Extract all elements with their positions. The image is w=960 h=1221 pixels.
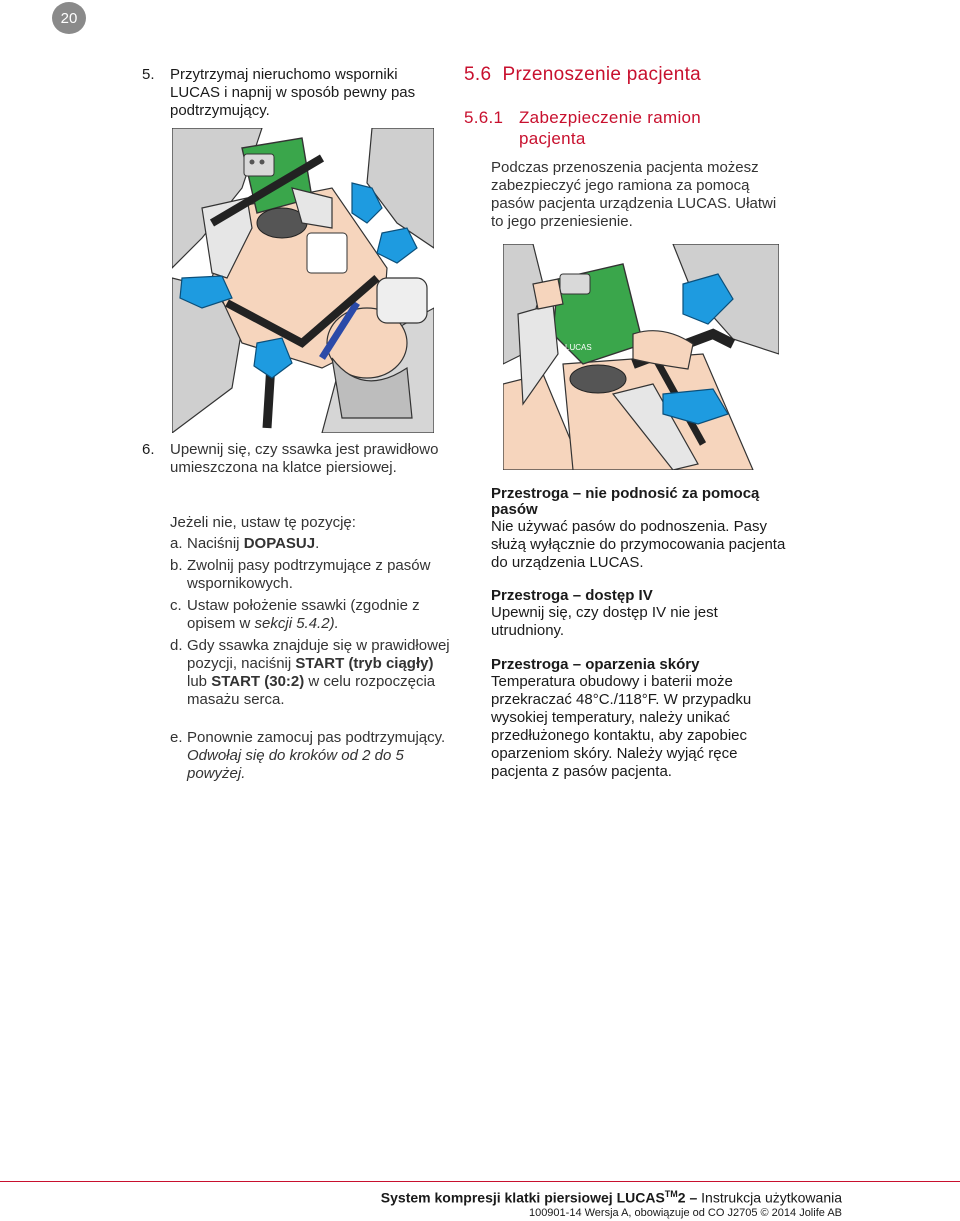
substep-d-post: w celu rozpoczęcia masażu serca.: [187, 673, 436, 708]
footer-title: [381, 1189, 842, 1206]
substep-c-letter: c.: [170, 597, 182, 614]
warning-iv-access: [491, 588, 791, 640]
footer-title-text: System kompresji klatki piersiowej LUCAS: [380, 1189, 665, 1206]
step-5: [142, 66, 442, 120]
substep-d-bold-30-2: START (30:2): [211, 673, 305, 690]
warning-skin-burns-body: Temperatura obudowy i baterii może przekraczać 48°C./118°F. W przypadku wysokiej temperatury, należy unikać przedłużonego kontaktu, aby zapobiec oparzeniom skóry. Należy wyjąć ręce pacjenta z pasów pacjenta.: [491, 673, 752, 780]
substep-d-letter: d.: [170, 637, 183, 654]
illustration-securing-strap: [172, 128, 434, 433]
step-6: [142, 441, 442, 477]
warning-no-lifting-title: Przestroga – nie podnosić za pomocą pasów: [491, 485, 760, 518]
substep-e-letter: e.: [170, 729, 183, 746]
step-5-text: Przytrzymaj nieruchomo wsporniki LUCAS i napnij w sposób pewny pas podtrzymujący.: [170, 66, 416, 119]
substep-c-italic: sekcji 5.4.2).: [254, 615, 339, 632]
footer-title-manual: Instrukcja użytkowania: [701, 1189, 842, 1206]
subsection-title: Zabezpieczenie ramion pacjenta: [519, 108, 702, 148]
subsection-heading-5-6-1: [464, 107, 754, 149]
section-title: Przenoszenie pacjenta: [502, 64, 702, 85]
device-brand-text: LUCAS: [565, 343, 592, 352]
footer-divider: [0, 1181, 960, 1182]
substep-a-bold: DOPASUJ: [243, 535, 316, 552]
page-number-badge: 20: [52, 2, 86, 34]
substep-d: [170, 637, 455, 709]
section-number: 5.6: [464, 64, 492, 85]
footer-trademark: TM: [664, 1189, 678, 1199]
warning-no-lifting-body: Nie używać pasów do podnoszenia. Pasy służą wyłącznie do przymocowania pacjenta do urządzenia LUCAS.: [491, 518, 786, 571]
substep-d-text: Gdy ssawka znajduje się w prawidłowej pozycji, naciśnij: [187, 637, 450, 672]
substep-c-text: Ustaw położenie ssawki (zgodnie z opisem w: [187, 597, 420, 632]
warning-no-lifting: [491, 486, 791, 572]
substep-e-italic: Odwołaj się do kroków od 2 do 5 powyżej.: [187, 747, 404, 782]
step-6-number: 6.: [142, 441, 155, 458]
substep-e: [170, 729, 455, 783]
step-6-intro: Jeżeli nie, ustaw tę pozycję:: [170, 514, 356, 531]
step-5-number: 5.: [142, 66, 155, 83]
warning-iv-access-title: Przestroga – dostęp IV: [491, 587, 653, 604]
substep-a-post: .: [315, 535, 320, 552]
subsection-number: 5.6.1: [464, 108, 504, 127]
substep-a-letter: a.: [170, 535, 183, 552]
footer-version: 100901-14 Wersja A, obowiązuje od CO J2705 © 2014 Jolife AB: [528, 1207, 842, 1219]
warning-iv-access-body: Upewnij się, czy dostęp IV nie jest utrudniony.: [491, 604, 718, 639]
illustration-arm-strap: [503, 244, 779, 470]
substep-d-bold-continuous: START (tryb ciągły): [295, 655, 434, 672]
substep-b-text: Zwolnij pasy podtrzymujące z pasów wspornikowych.: [187, 557, 431, 592]
substep-d-mid: lub: [187, 673, 212, 690]
substep-e-text: Ponownie zamocuj pas podtrzymujący.: [187, 729, 446, 746]
substep-a: [170, 535, 455, 553]
section-heading-5-6: [464, 64, 701, 86]
footer-title-model: 2 –: [677, 1189, 702, 1206]
substep-c: [170, 597, 455, 633]
substep-b: [170, 557, 455, 593]
section-intro: Podczas przenoszenia pacjenta możesz zabezpieczyć jego ramiona za pomocą pasów pacjenta urządzenia LUCAS. Ułatwi to jego przeniesienie.: [491, 159, 777, 230]
substep-b-letter: b.: [170, 557, 183, 574]
warning-skin-burns-title: Przestroga – oparzenia skóry: [491, 656, 700, 673]
warning-skin-burns: [491, 657, 791, 781]
substep-a-text: Naciśnij: [187, 535, 244, 552]
step-6-text: Upewnij się, czy ssawka jest prawidłowo umieszczona na klatce piersiowej.: [170, 441, 439, 476]
